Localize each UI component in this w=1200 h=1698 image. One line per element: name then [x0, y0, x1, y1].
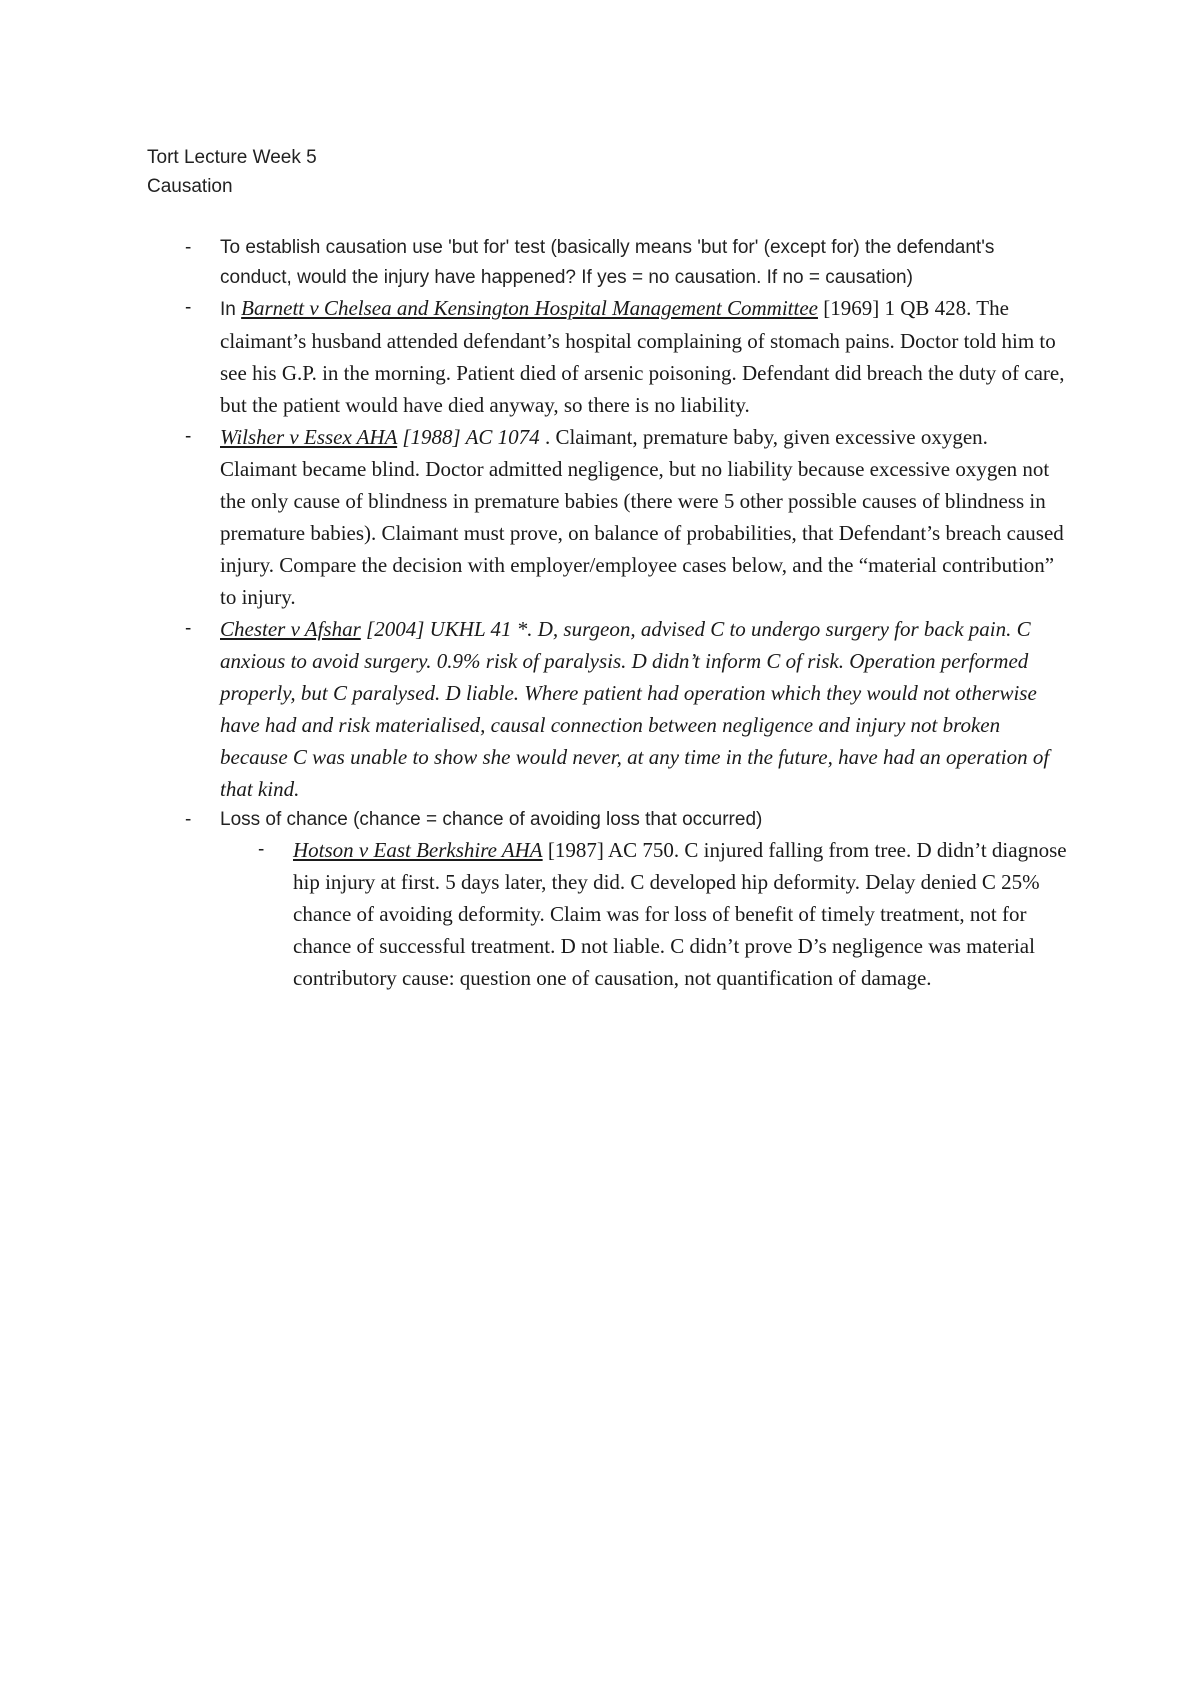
case-name: Hotson v East Berkshire AHA — [293, 838, 543, 862]
bullet-dash: - — [185, 617, 192, 639]
list-item — [147, 613, 1067, 805]
list-item — [147, 421, 1067, 613]
item-prefix: In — [220, 299, 242, 320]
list-item — [147, 233, 1067, 292]
item-text: To establish causation use 'but for' test (basically means 'but for' (except for) the defendant's conduct, would the injury have happened? If yes = no causation. If no = causation) — [220, 237, 995, 288]
case-name: Chester v Afshar — [220, 616, 361, 641]
item-text: Loss of chance (chance = chance of avoiding loss that occurred) — [220, 808, 763, 830]
bullet-dash: - — [185, 808, 192, 830]
case-name: Wilsher v Essex AHA — [220, 424, 398, 449]
item-text: [1969] 1 QB 428. The claimant’s husband attended defendant’s hospital complaining of stomach pains. Doctor told him to see his G.P. in the morning. Patient died of arsenic poisoning. Defendant did breach the duty of care, but the patient would have died anyway, so there is no liability. — [220, 296, 1065, 417]
bullet-dash: - — [258, 839, 265, 860]
bullet-dash: - — [185, 237, 192, 258]
document-title: Tort Lecture Week 5 — [147, 147, 317, 168]
document-subtitle: Causation — [147, 176, 233, 197]
case-name: Barnett v Chelsea and Kensington Hospital Management Committee — [241, 296, 818, 320]
header-block — [147, 143, 317, 201]
item-text: [2004] UKHL 41 *. D, surgeon, advised C to undergo surgery for back pain. C anxious to avoid surgery. 0.9% risk of paralysis. D didn’t inform C of risk. Operation performed properly, but C paralysed. D liable. Where patient had operation which they would not otherwise have had and risk materialised, causal connection between negligence and injury not broken because C was unable to show she would never, at any time in the future, have had an operation of that kind. — [220, 616, 1050, 801]
list-item — [147, 292, 1067, 421]
list-item — [147, 805, 1067, 835]
bullet-dash: - — [185, 297, 192, 318]
bullet-dash: - — [185, 425, 192, 447]
bullet-list — [147, 233, 1067, 994]
sub-list-item — [220, 834, 1067, 994]
case-citation: [1988] AC 1074 — [397, 424, 540, 449]
item-text: . Claimant, premature baby, given excessive oxygen. Claimant became blind. Doctor admitted negligence, but no liability because excessive oxygen not the only cause of blindness in premature babies (there were 5 other possible causes of blindness in premature babies). Claimant must prove, on balance of probabilities, that Defendant’s breach caused injury. Compare the decision with employer/employee cases below, and the “material contribution” to injury. — [220, 424, 1064, 609]
item-text: [1987] AC 750. C injured falling from tree. D didn’t diagnose hip injury at first. 5 days later, they did. C developed hip deformity. Delay denied C 25% chance of avoiding deformity. Claim was for loss of benefit of timely treatment, not for chance of successful treatment. D not liable. C didn’t prove D’s negligence was material contributory cause: question one of causation, not quantification of damage. — [293, 838, 1067, 990]
